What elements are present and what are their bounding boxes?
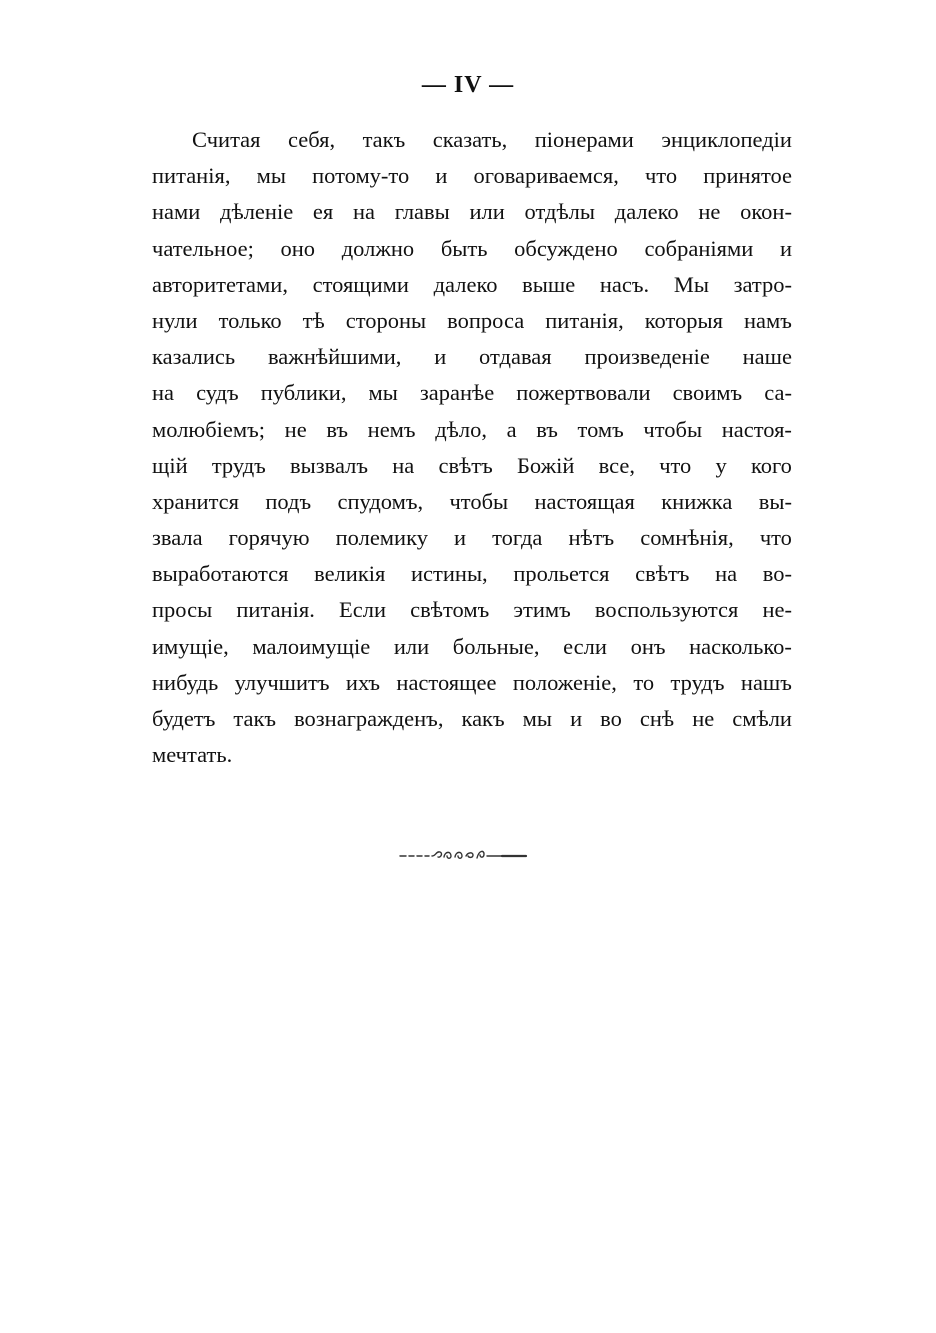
text-line	[152, 448, 792, 484]
text-line	[152, 629, 792, 665]
word: главы	[394, 199, 450, 225]
word: книжка	[661, 488, 733, 514]
word: вознагражденъ,	[294, 706, 444, 731]
word: Если	[338, 597, 386, 623]
word: нами	[152, 199, 201, 225]
word: великія	[314, 561, 386, 587]
word: подъ	[265, 488, 312, 514]
word: и	[570, 706, 583, 731]
word: произведеніе	[584, 344, 710, 370]
text-line	[152, 737, 792, 773]
word: если	[563, 633, 607, 659]
text-line	[152, 375, 792, 411]
word: что	[644, 163, 678, 189]
word: не-	[762, 597, 792, 623]
word: важнѣйшими,	[267, 344, 402, 370]
word: и	[435, 163, 448, 189]
word: звала	[152, 525, 203, 551]
word: обсуждено	[514, 235, 618, 261]
word: во	[600, 706, 622, 731]
word: будетъ	[152, 706, 216, 731]
word: мы	[522, 706, 553, 731]
word: выше	[522, 271, 576, 297]
word: улучшитъ	[234, 669, 330, 695]
word: на	[715, 561, 738, 587]
word: этимъ	[513, 597, 571, 623]
word: что	[659, 452, 692, 478]
word: дѣло,	[435, 416, 487, 442]
word: настоящая	[534, 488, 635, 514]
word: спудомъ,	[337, 488, 424, 514]
word: тѣ	[302, 307, 325, 333]
word: ея	[312, 199, 334, 225]
word: только	[218, 307, 282, 333]
word: томъ	[577, 416, 624, 442]
text-line	[152, 484, 792, 520]
word: снѣ	[639, 706, 675, 731]
word: сказать,	[432, 127, 508, 152]
word: и	[434, 344, 447, 370]
body-paragraph	[152, 122, 792, 773]
word: больные,	[452, 633, 540, 659]
word: горячую	[228, 525, 310, 551]
word: дѣленіе	[220, 199, 294, 225]
word: насъ.	[599, 271, 650, 297]
page-number: — IV —	[421, 72, 515, 98]
word: отдавая	[479, 344, 552, 370]
word: не	[284, 416, 307, 442]
word: мы	[368, 380, 398, 406]
word: у	[715, 452, 727, 478]
word: и	[453, 525, 467, 551]
word: онъ	[630, 633, 666, 659]
word: Мы	[673, 271, 709, 297]
word: такъ	[362, 127, 406, 152]
text-line	[152, 194, 792, 230]
word: трудъ	[670, 669, 725, 695]
text-line	[152, 412, 792, 448]
word: сомнѣнія,	[640, 525, 734, 551]
word: быть	[440, 235, 488, 261]
text-line	[152, 701, 792, 737]
word: положеніе,	[512, 669, 617, 695]
word: воспользуются	[594, 597, 739, 623]
word: на	[352, 199, 376, 225]
word: все,	[598, 452, 635, 478]
word: просы	[152, 597, 213, 623]
word: свѣтъ	[635, 561, 690, 587]
word: во-	[762, 561, 792, 587]
word: чательное;	[152, 235, 254, 261]
word: не	[692, 706, 715, 731]
word: Божій	[516, 452, 575, 478]
word: настоящее	[396, 669, 497, 695]
word: на	[152, 380, 175, 406]
word: должно	[341, 235, 415, 261]
word: свѣтъ	[438, 452, 493, 478]
word: въ	[536, 416, 558, 442]
word: затро-	[733, 271, 792, 297]
word: стоящими	[312, 271, 409, 297]
text-line	[152, 520, 792, 556]
word: прольется	[513, 561, 610, 587]
word: мечтать.	[152, 742, 233, 768]
word: піонерами	[534, 127, 634, 152]
text-line	[152, 231, 792, 267]
word: мы	[256, 163, 286, 189]
word: въ	[326, 416, 349, 442]
word: истины,	[411, 561, 488, 587]
word: вы-	[758, 488, 792, 514]
word: себя,	[287, 127, 336, 152]
word: потому-то	[312, 163, 410, 189]
word: ихъ	[345, 669, 380, 695]
word: наше	[742, 344, 792, 370]
word: оно	[280, 235, 316, 261]
word: имущіе,	[152, 633, 229, 659]
word: судъ	[196, 380, 239, 406]
tailpiece-ornament-icon	[398, 844, 530, 866]
word: хранится	[152, 488, 240, 514]
word: на	[392, 452, 415, 478]
word: пожертвовали	[516, 380, 651, 406]
word: питанія,	[545, 307, 624, 333]
word: нули	[152, 307, 198, 333]
word: малоимущіе	[252, 633, 371, 659]
word: настоя-	[721, 416, 792, 442]
word: публики,	[260, 380, 347, 406]
word: чтобы	[643, 416, 703, 442]
word: оговариваемся,	[473, 163, 619, 189]
word: питанія,	[152, 163, 231, 189]
word: нашъ	[740, 669, 792, 695]
word: насколько-	[689, 633, 792, 659]
word: казались	[152, 344, 236, 370]
word: далеко	[614, 199, 679, 225]
text-line	[152, 303, 792, 339]
word: что	[759, 525, 792, 551]
word: стороны	[345, 307, 427, 333]
text-line	[152, 665, 792, 701]
word: Считая	[192, 127, 261, 152]
word: заранѣе	[419, 380, 495, 406]
word: тогда	[492, 525, 543, 551]
word: энциклопедіи	[661, 127, 792, 152]
word: вызвалъ	[290, 452, 369, 478]
word: или	[393, 633, 430, 659]
word: авторитетами,	[152, 271, 288, 297]
word: отдѣлы	[524, 199, 596, 225]
word: чтобы	[449, 488, 509, 514]
text-line	[152, 267, 792, 303]
word: нибудь	[152, 669, 219, 695]
word: молюбіемъ;	[152, 416, 266, 442]
word: или	[469, 199, 505, 225]
word: смѣли	[732, 706, 792, 731]
word: далеко	[433, 271, 498, 297]
word: принятое	[703, 163, 792, 189]
word: намъ	[744, 307, 792, 333]
word: полемику	[335, 525, 428, 551]
word: не	[698, 199, 721, 225]
word: то	[633, 669, 655, 695]
word: своимъ	[672, 380, 743, 406]
word: питанія.	[236, 597, 315, 623]
word: а	[506, 416, 517, 442]
word: са-	[764, 380, 792, 406]
text-line	[152, 158, 792, 194]
text-line	[152, 122, 792, 158]
word: и	[779, 235, 792, 261]
word: такъ	[233, 706, 277, 731]
word: вопроса	[447, 307, 525, 333]
word: немъ	[367, 416, 416, 442]
word: трудъ	[211, 452, 266, 478]
word: которыя	[644, 307, 723, 333]
text-line	[152, 556, 792, 592]
word: окон-	[740, 199, 792, 225]
word: собраніями	[644, 235, 754, 261]
word: нѣтъ	[568, 525, 615, 551]
text-line	[152, 592, 792, 628]
word: свѣтомъ	[410, 597, 490, 623]
word: щій	[152, 452, 188, 478]
text-line	[152, 339, 792, 375]
word: кого	[750, 452, 792, 478]
word: выработаются	[152, 561, 289, 587]
word: какъ	[461, 706, 505, 731]
